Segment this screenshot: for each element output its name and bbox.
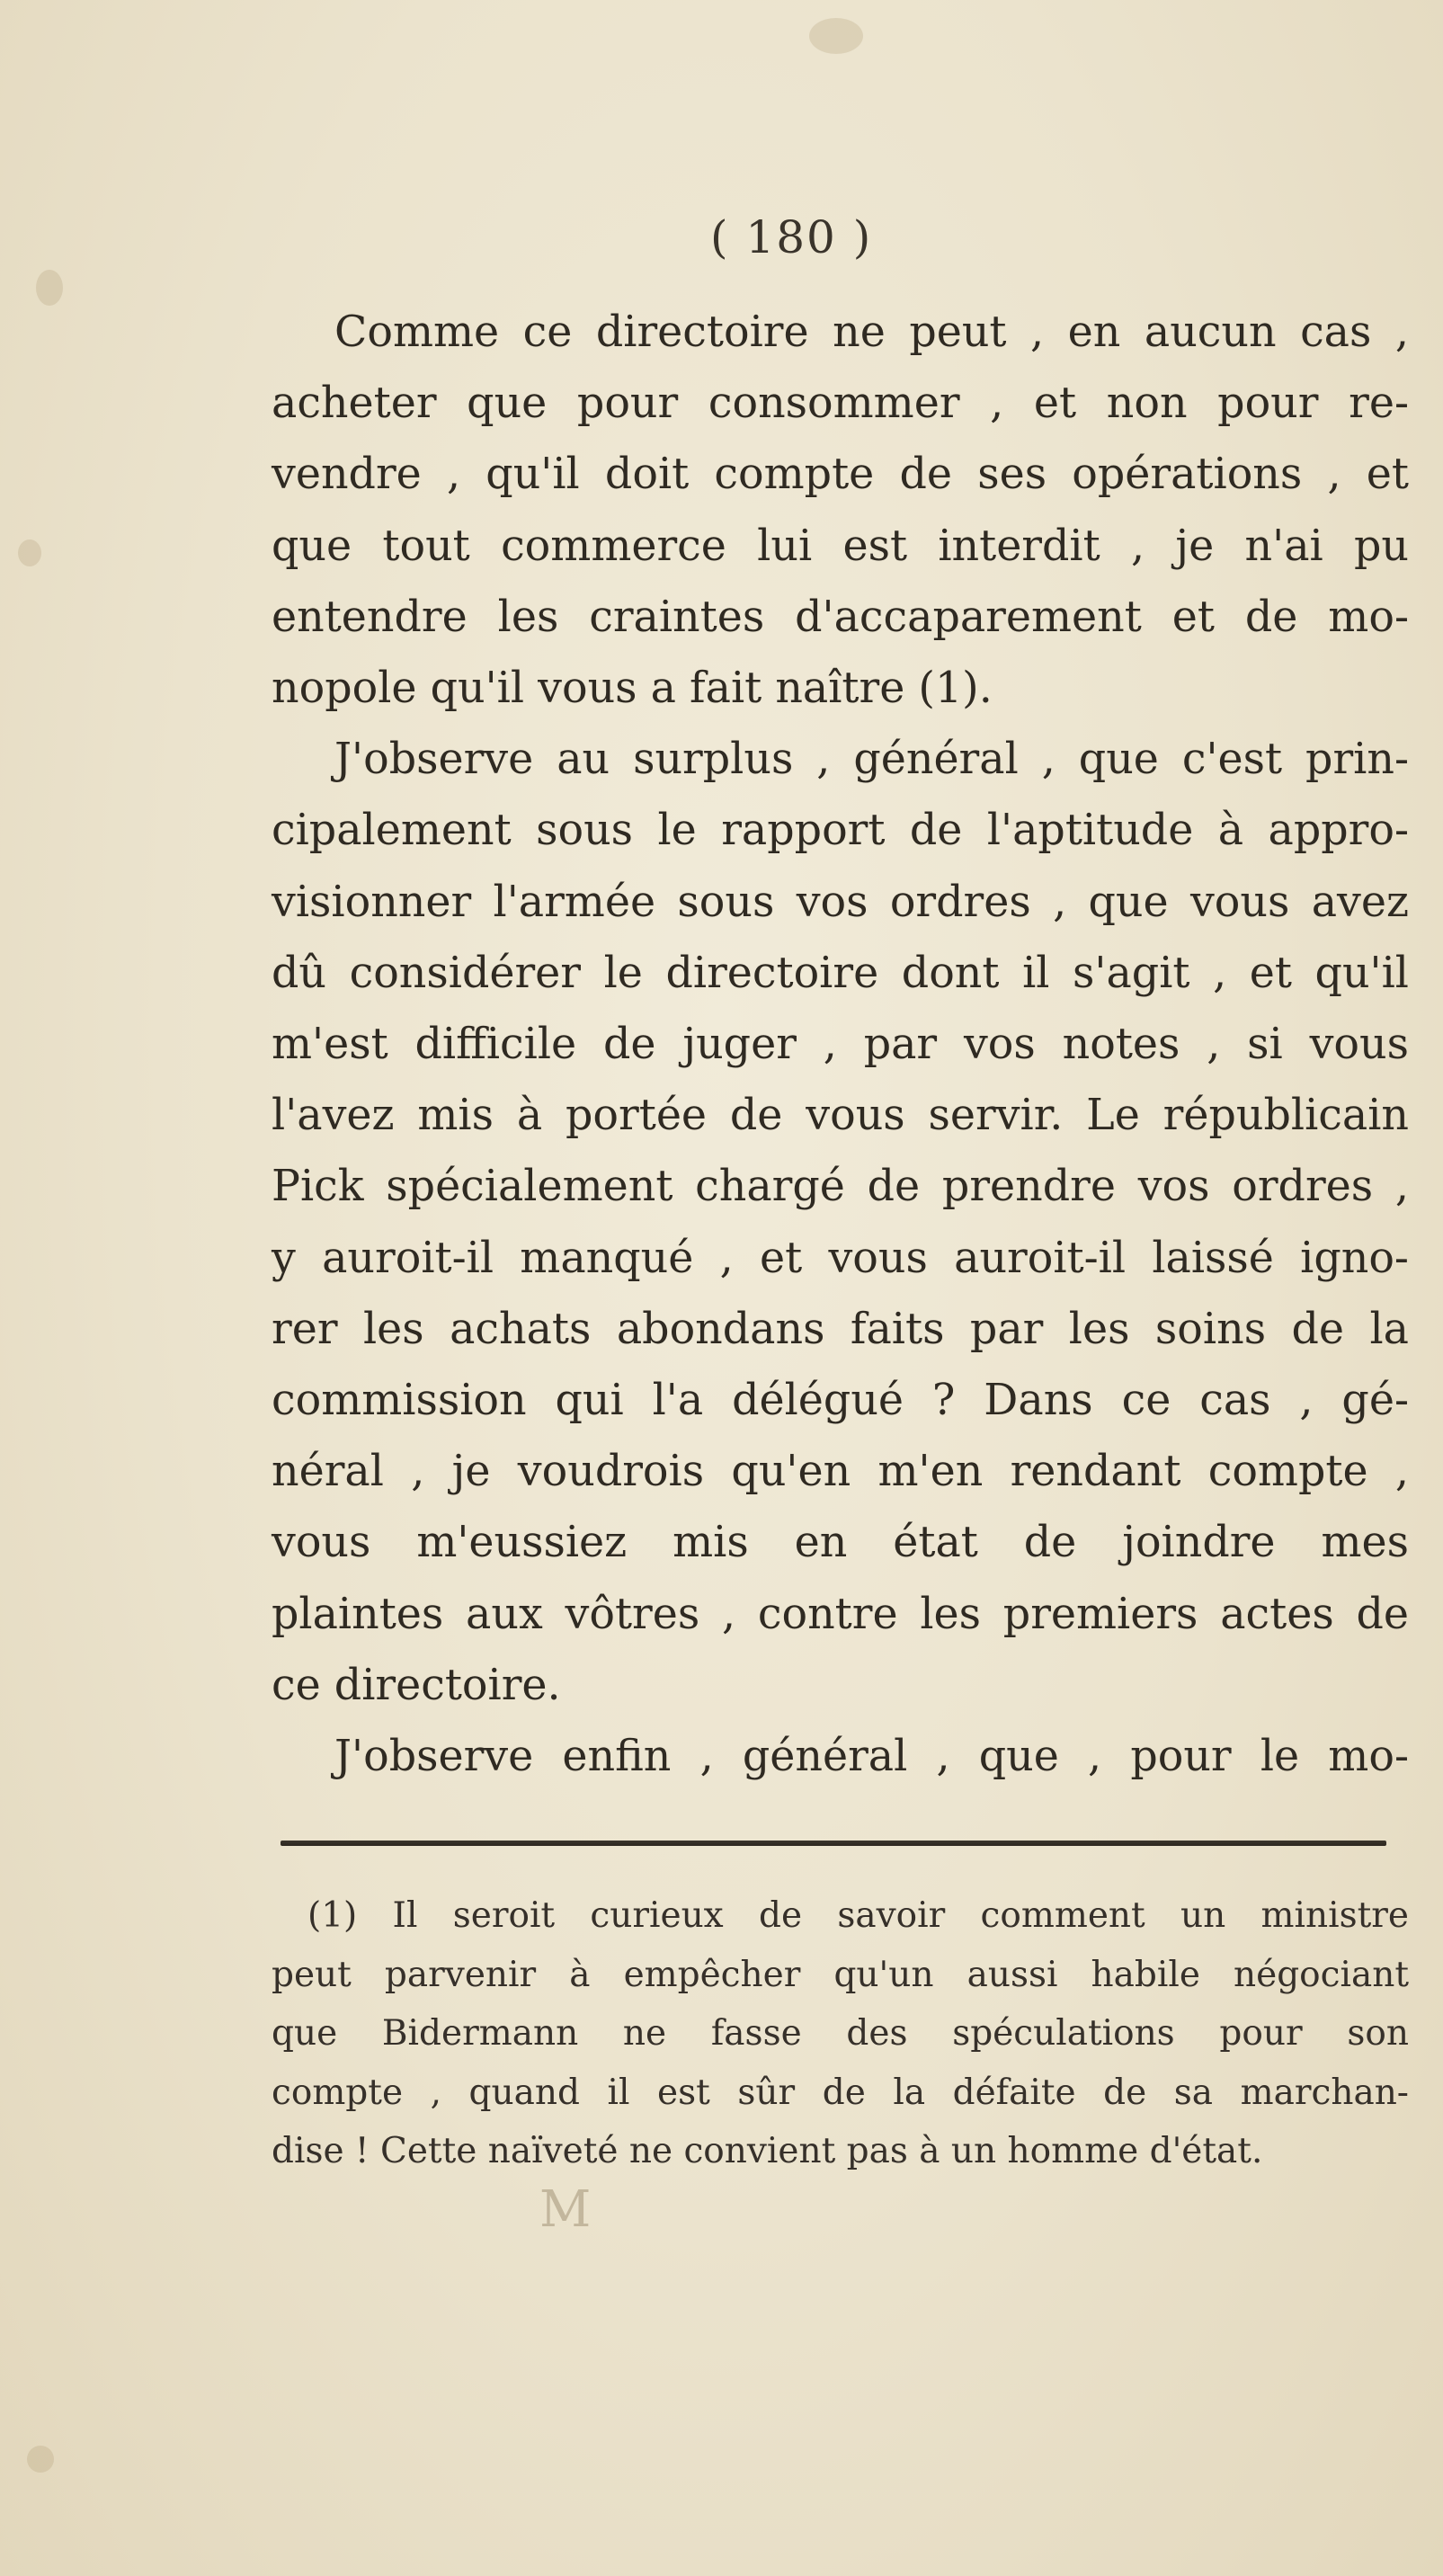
text-line: Pick spécialement chargé de prendre vos ordres , (272, 1162, 1409, 1212)
text-line: ce directoire. (272, 1660, 561, 1710)
text-line: vendre , qu'il doit compte de ses opérations , et (272, 450, 1409, 500)
text-line: acheter que pour consommer , et non pour re- (272, 379, 1409, 429)
footnote-rule (281, 1841, 1386, 1846)
text-line: l'avez mis à portée de vous servir. Le républicain (272, 1091, 1409, 1141)
text-line: J'observe enfin , général , que , pour le mo- (334, 1732, 1409, 1782)
footnote-line: compte , quand il est sûr de la défaite de sa marchan- (272, 2072, 1409, 2113)
footnote-line: que Bidermann ne fasse des spéculations pour son (272, 2013, 1409, 2054)
footnote-line: peut parvenir à empêcher qu'un aussi habile négociant (272, 1954, 1409, 1995)
foxing-spot (809, 18, 863, 54)
footnote (272, 1886, 1409, 2181)
text-line: dû considérer le directoire dont il s'agit , et qu'il (272, 948, 1409, 998)
foxing-spot (18, 539, 41, 566)
text-line: que tout commerce lui est interdit , je n'ai pu (272, 521, 1409, 571)
text-line: J'observe au surplus , général , que c'est prin- (334, 735, 1409, 785)
foxing-spot (27, 2446, 54, 2473)
text-line: m'est difficile de juger , par vos notes , si vous (272, 1020, 1409, 1070)
page-number: ( 180 ) (710, 211, 873, 263)
text-line: nopole qu'il vous a fait naître (1). (272, 664, 993, 714)
text-line: vous m'eussiez mis en état de joindre mes (272, 1518, 1409, 1568)
text-line: plaintes aux vôtres , contre les premiers actes de (272, 1589, 1409, 1639)
text-line: cipalement sous le rapport de l'aptitude à appro- (272, 806, 1409, 856)
text-line: commission qui l'a délégué ? Dans ce cas , gé- (272, 1376, 1409, 1426)
footnote-line: dise ! Cette naïveté ne convient pas à un homme d'état. (272, 2131, 1263, 2171)
text-line: visionner l'armée sous vos ordres , que vous avez (272, 877, 1409, 927)
text-line: rer les achats abondans faits par les soins de la (272, 1304, 1409, 1354)
signature-mark: M (539, 2180, 592, 2239)
foxing-spot (36, 270, 63, 306)
text-line: entendre les craintes d'accaparement et de mo- (272, 592, 1409, 642)
text-line: Comme ce directoire ne peut , en aucun cas , (334, 308, 1409, 357)
body-text (272, 297, 1409, 1792)
text-line: y auroit-il manqué , et vous auroit-il laissé igno- (272, 1233, 1409, 1283)
text-line: néral , je voudrois qu'en m'en rendant compte , (272, 1447, 1409, 1497)
footnote-line: (1) Il seroit curieux de savoir comment un ministre (307, 1895, 1409, 1936)
